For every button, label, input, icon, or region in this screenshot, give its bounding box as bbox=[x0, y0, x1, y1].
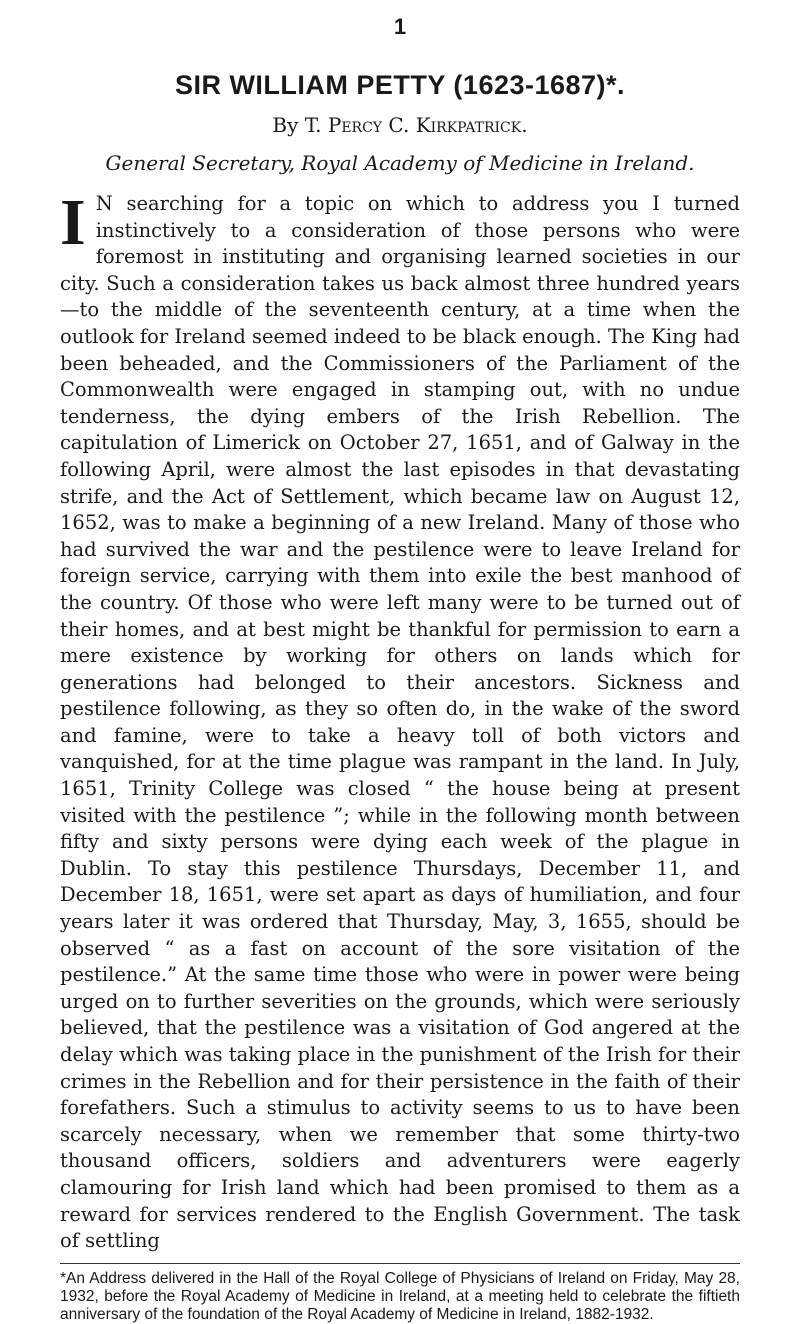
byline-prefix: By bbox=[272, 113, 305, 137]
footnote: *An Address delivered in the Hall of the Royal College of Physicians of Ireland on Friday, May 28, 1932, before the Royal Academy of Medicine in Ireland, at a meeting held to celebrate the fiftieth anniversary of the foundation of the Royal Academy of Medicine in Ireland, 1882-1932. bbox=[60, 1269, 740, 1323]
article-title: SIR WILLIAM PETTY (1623-1687)*. bbox=[174, 70, 626, 100]
document-page bbox=[60, 14, 740, 1324]
byline bbox=[60, 113, 740, 137]
author-affiliation: General Secretary, Royal Academy of Medicine in Ireland. bbox=[105, 151, 695, 175]
body-paragraph bbox=[60, 186, 740, 1255]
drop-cap: I bbox=[60, 186, 86, 259]
footnote-divider bbox=[60, 1263, 740, 1264]
page-number: 1 bbox=[393, 14, 407, 39]
body-text: N searching for a topic on which to address you I turned instinctively to a consideration of those persons who were foremost in instituting and organising learned societies in our city. Such a consideration takes us back almost three hundred years—to the middle of the seventeenth century, at a time when the outlook for Ireland seemed indeed to be black enough. The King had been beheaded, and the Commissioners of the Parliament of the Commonwealth were engaged in stamping out, with no undue tenderness, the dying embers of the Irish Rebellion. The capitulation of Limerick on October 27, 1651, and of Galway in the following April, were almost the last episodes in that devastating strife, and the Act of Settlement, which became law on August 12, 1652, was to make a beginning of a new Ireland. Many of those who had survived the war and the pestilence were to leave Ireland for foreign service, carrying with them into exile the best manhood of the country. Of those who were left many were to be turned out of their homes, and at best might be thankful for permission to earn a mere existence by working for others on lands which for generations had belonged to their ancestors. Sickness and pestilence following, as they so often do, in the wake of the sword and famine, were to take a heavy toll of both victors and vanquished, for at the time plague was rampant in the land. In July, 1651, Trinity College was closed “ the house being at present visited with the pestilence ”; while in the following month between fifty and sixty persons were dying each week of the plague in Dublin. To stay this pestilence Thursdays, December 11, and December 18, 1651, were set apart as days of humiliation, and four years later it was ordered that Thursday, May, 3, 1655, should be observed “ as a fast on account of the sore visitation of the pestilence.” At the same time those who were in power were being urged on to further severities on the grounds, which were seriously believed, that the pestilence was a visitation of God angered at the delay which was taking place in the punishment of the Irish for their crimes in the Rebellion and for their persistence in the faith of their forefathers. Such a stimulus to activity seems to us to have been scarcely necessary, when we remember that some thirty-two thousand officers, soldiers and adventurers were eagerly clamouring for Irish land which had been promised to them as a reward for services rendered to the English Government. The task of settling bbox=[60, 192, 740, 1253]
author-name: T. Percy C. Kirkpatrick. bbox=[304, 113, 528, 137]
